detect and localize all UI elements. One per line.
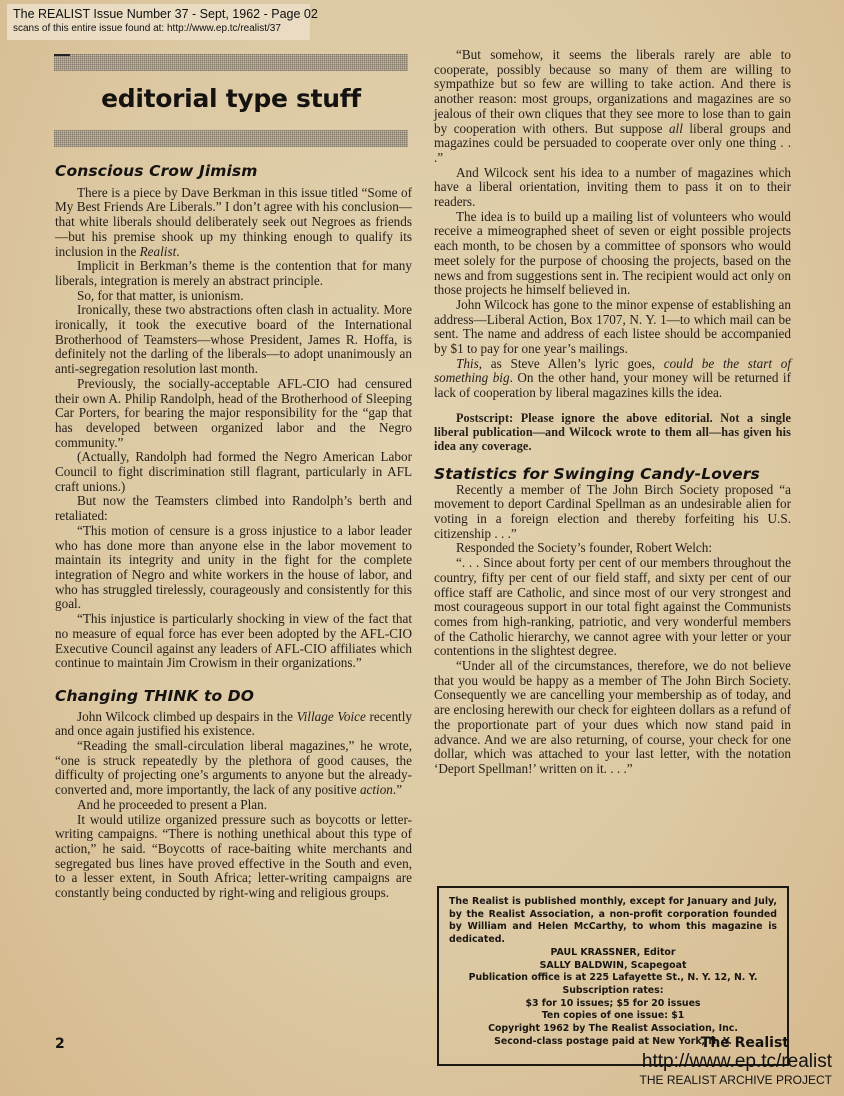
postscript: Postscript: Please ignore the above editorial. Not a single liberal publication—and Wilcock wrote to them all—has given his idea any coverage. [434, 410, 791, 453]
page-number: 2 [55, 1036, 65, 1052]
section-heading-changing-think-to-do: Changing THINK to DO [55, 686, 255, 705]
paragraph [55, 186, 412, 260]
halftone-rule-bottom [54, 130, 408, 147]
masthead-office: Publication office is at 225 Lafayette St., N. Y. 12, N. Y. [468, 972, 758, 984]
paragraph-text: recently and once again justified his existence. [55, 708, 412, 739]
halftone-rule-top [54, 54, 408, 71]
paragraph: “Under all of the circumstances, therefore, we do not believe that you would be happy as a member of The John Birch Society. Consequently we are cancelling your membership as of today, and are enclosing herewith our check for eighteen dollars as a refund of the proportionate part of your dues which now stand paid in advance. And we are also returning, of course, your check for one dollar, which was attached to your last letter, with the notation ‘Deport Spellman!’ written on it. . . .” [434, 658, 791, 776]
paragraph [55, 739, 412, 798]
paragraph [434, 357, 791, 401]
paragraph: Previously, the socially-acceptable AFL-CIO had censured their own A. Philip Randolph, head of the Brotherhood of Sleeping Car Porters, for bearing the major responsibility for the “gap that has developed between organized labor and the Negro community.” [55, 375, 412, 450]
paragraph-text: . On the other hand, your money will be returned if lack of cooperation by liberal magazines kills the idea. [434, 370, 791, 401]
paragraph: “This motion of censure is a gross injustice to a labor leader who has done more than anyone else in the labor movement to maintain its integrity and unity in the fight for the complete integration of Negro and white workers in the house of labor, and who has struggled tirelessly, courageously and consistently for this goal. [55, 522, 412, 612]
italic-this: This [456, 355, 479, 371]
masthead-rates: $3 for 10 issues; $5 for 20 issues [525, 997, 701, 1009]
masthead-scapegoat: SALLY BALDWIN, Scapegoat [539, 959, 687, 971]
italic-all: all [668, 120, 683, 136]
paragraph: And Wilcock sent his idea to a number of magazines which have a liberal orientation, inviting them to pass it on to their readers. [434, 164, 791, 210]
archive-scans-line: scans of this entire issue found at: http://www.ep.tc/realist/37 [13, 23, 281, 34]
paragraph [55, 710, 412, 739]
paragraph: Recently a member of The John Birch Society proposed “a movement to deport Cardinal Spellman as an undesirable alien for voting in a foreign election and thereby forfeiting his U.S. citizenship . . .” [434, 481, 791, 541]
archive-issue-line: The REALIST Issue Number 37 - Sept, 1962 - Page 02 [13, 7, 318, 21]
paragraph-text: liberal groups and magazines could be persuaded to cooperate over only one thing . . .” [434, 120, 791, 165]
page-title: editorial type stuff [101, 84, 361, 113]
section-heading-statistics-candy-lovers: Statistics for Swinging Candy-Lovers [434, 464, 760, 483]
left-column [55, 164, 412, 901]
masthead-copyright: Copyright 1962 by The Realist Association, Inc. [488, 1023, 738, 1035]
paragraph-text: John Wilcock climbed up despairs in the [77, 708, 297, 724]
paragraph-text: There is a piece by Dave Berkman in this issue titled “Some of My Best Friends Are Liberals.” I don’t agree with his conclusion—that white liberals should deliberately seek out Negroes as friends—but his premise shook up my thinking enough to qualify its inclusion in the [55, 184, 412, 259]
footer-archive-project: THE REALIST ARCHIVE PROJECT [639, 1073, 832, 1087]
italic-action: action [359, 782, 393, 798]
paragraph: Ironically, these two abstractions often clash in actuality. More ironically, it took the executive board of the International Brotherhood of Teamsters—whose President, James R. Hoffa, is definitely not the darling of the liberals—to adopt unanimously an anti-segregation resolution last month. [55, 302, 412, 377]
italic-village-voice: Village Voice [296, 708, 366, 724]
paragraph: So, for that matter, is unionism. [77, 287, 244, 303]
footer-url-link[interactable]: http://www.ep.tc/realist [641, 1051, 832, 1072]
paragraph: The idea is to build up a mailing list of volunteers who would receive a mimeographed sheet of seven or eight possible projects each month, to be chosen by a committee of sponsors who would meet solely for the purpose of choosing the projects, based on the news and from suggestions sent in. The recipient would act only on those projects he himself believed in. [434, 208, 791, 298]
paragraph [434, 48, 791, 166]
right-column [434, 48, 791, 777]
footer-brand: The Realist [700, 1035, 789, 1051]
masthead-rates-label: Subscription rates: [562, 984, 664, 996]
masthead-postage: Second-class postage paid at New York, N. Y. [494, 1035, 732, 1047]
punctuation: . [176, 243, 180, 259]
paragraph-text: .” [392, 782, 403, 798]
paragraph: Responded the Society’s founder, Robert Welch: [456, 540, 713, 556]
archive-header [7, 4, 318, 40]
italic-realist: Realist [139, 243, 177, 259]
italic-lyric: could be the start of something big [434, 355, 791, 386]
paragraph: But now the Teamsters climbed into Randolph’s berth and retaliated: [55, 493, 412, 524]
masthead-intro: The Realist is published monthly, except for January and July, by the Realist Association, a non-profit corporation founded by William and Helen McCarthy, to whom this magazine is dedicated. [449, 896, 777, 946]
paragraph-text: “Reading the small-circulation liberal magazines,” he wrote, “one is struck repeatedly by the plethora of good causes, the difficulty of projecting one’s arguments to anyone but the already-converted and, more importantly, the lack of any positive [55, 738, 412, 798]
paragraph: “This injustice is particularly shocking in view of the fact that no measure of equal force has ever been adopted by the AFL-CIO Executive Council against any leaders of AFL-CIO affiliates which continue to maintain Jim Crowism in their organizations.” [55, 611, 412, 671]
paragraph: It would utilize organized pressure such as boycotts or letter-writing campaigns. “There is nothing unethical about this type of action,” he said. “Boycotts of race-baiting white merchants and segregated bus lines have proved effective in the South and even, to a lesser extent, in South Africa; letter-writing campaigns are constantly being conducted by right-wing and religious groups. [55, 811, 412, 901]
masthead-editor: PAUL KRASSNER, Editor [550, 946, 676, 958]
paragraph: John Wilcock has gone to the minor expense of establishing an address—Liberal Action, Box 1707, N. Y. 1—to which mail can be sent. The name and address of each listee should be accompanied by $1 to pay for one year’s mailings. [434, 296, 791, 357]
paragraph: Implicit in Berkman’s theme is the contention that for many liberals, integration is merely an abstract principle. [55, 258, 412, 288]
section-heading-conscious-crow-jimism: Conscious Crow Jimism [55, 162, 258, 180]
paragraph: And he proceeded to present a Plan. [77, 796, 268, 812]
paragraph-text: “But somehow, it seems the liberals rarely are able to cooperate, possibly because so many of them are willing to sympathize but so few are willing to take action. And there is another reason: most groups, organizations and magazines are so jealous of their own cliques that they see more to lose than to gain by cooperation with others. But suppose [434, 47, 791, 136]
paragraph: “. . . Since about forty per cent of our members throughout the country, fifty per cent of our field staff, and sixty per cent of our office staff are Catholic, and since most of our very strongest and most courageous support in our total fight against the Communists comes from high-ranking, patriotic, and very wonderful members of the Catholic hierarchy, we cannot agree with your letter or your contentions in the slightest degree. [434, 555, 791, 659]
paragraph-text: , as Steve Allen’s lyric goes, [478, 355, 664, 371]
paragraph: (Actually, Randolph had formed the Negro American Labor Council to fight discrimination still flagrant, particularly in AFL craft unions.) [55, 449, 412, 494]
masthead-copies: Ten copies of one issue: $1 [541, 1010, 685, 1022]
